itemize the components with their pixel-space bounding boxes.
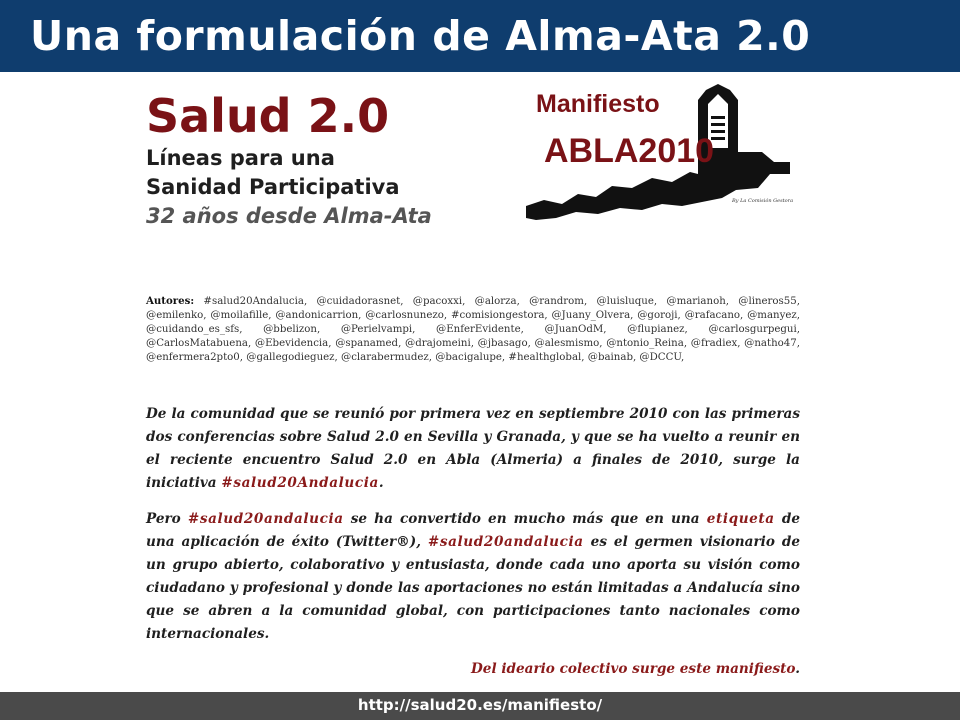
authors-label: Autores: xyxy=(146,295,195,307)
closing-end: . xyxy=(795,661,800,677)
logo-line2: ABLA2010 xyxy=(544,132,715,170)
document-subtitle-line2: Sanidad Participativa xyxy=(146,175,400,199)
intro-paragraph-text: De la comunidad que se reunió por primera vez en septiembre 2010 con las primeras dos conferencias sobre Salud 2.0 en Sevilla y Granada, y que se ha vuelto a reunir en el reciente encuentro Salud 2.0 en Abla (Almeria) a finales de 2010, surge la iniciativa xyxy=(146,406,800,491)
manifiesto-abla-logo xyxy=(522,78,798,224)
footer-url-link[interactable]: http://salud20.es/manifiesto/ xyxy=(357,696,603,714)
intro-paragraph-end: . xyxy=(378,475,384,491)
vision-text-1: Pero xyxy=(146,511,188,527)
vision-text-2: se ha convertido en mucho más que en una xyxy=(343,511,707,527)
document-title-block xyxy=(146,88,432,231)
vision-paragraph xyxy=(146,508,800,646)
vision-text-3: de una aplicación de éxito (Twitter®), xyxy=(146,511,800,550)
hashtag-salud20andalucia-1: #salud20andalucia xyxy=(187,511,344,527)
closing-text: Del ideario colectivo surge este manifiesto xyxy=(471,661,796,677)
document-title: Salud 2.0 xyxy=(146,89,390,143)
logo-line1: Manifiesto xyxy=(536,90,660,118)
intro-paragraph xyxy=(146,403,800,495)
slide-title: Una formulación de Alma-Ata 2.0 xyxy=(30,12,811,60)
etiqueta-highlight: etiqueta xyxy=(706,511,775,527)
footer-bar xyxy=(0,692,960,720)
hashtag-salud20andalucia: #salud20Andalucia xyxy=(221,475,379,491)
authors-text: #salud20Andalucia, @cuidadorasnet, @pacoxxi, @alorza, @randrom, @luisluque, @marianoh, @lineros55, @emilenko, @moilafille, @andonicarrion, @carlosnunezo, #comisiongestora, @Juany_Olvera, @goroji, @rafacano, @manyez, @cuidando_es_sfs, @bbelizon, @Perielvampi, @EnferEvidente, @JuanOdM, @flupianez, @carlosgurpegui, @CarlosMatabuena, @Ebevidencia, @spanamed, @drajomeini, @jbasago, @alesmismo, @ntonio_Reina, @fradiex, @natho47, @enfermera2pto0, @gallegodieguez, @clarabermudez, @bacigalupe, #healthglobal, @bainab, @DCCU, xyxy=(146,296,800,363)
logo-credit: By La Comisión Gestora xyxy=(732,198,794,204)
hashtag-salud20andalucia-2: #salud20andalucia xyxy=(427,534,584,550)
vision-text-4: es el germen visionario de un grupo abierto, colaborativo y entusiasta, donde cada uno aporta su visión como ciudadano y profesional y donde las aportaciones no están limitadas a Andalucía sino que se abren a la comunidad global, con participaciones tanto nacionales como internacionales. xyxy=(146,534,800,642)
document-subtitle-line1: Líneas para una xyxy=(146,146,335,170)
authors-list xyxy=(146,294,800,365)
closing-line xyxy=(146,658,800,681)
document-tagline: 32 años desde Alma-Ata xyxy=(146,204,432,228)
header-bar xyxy=(0,0,960,72)
